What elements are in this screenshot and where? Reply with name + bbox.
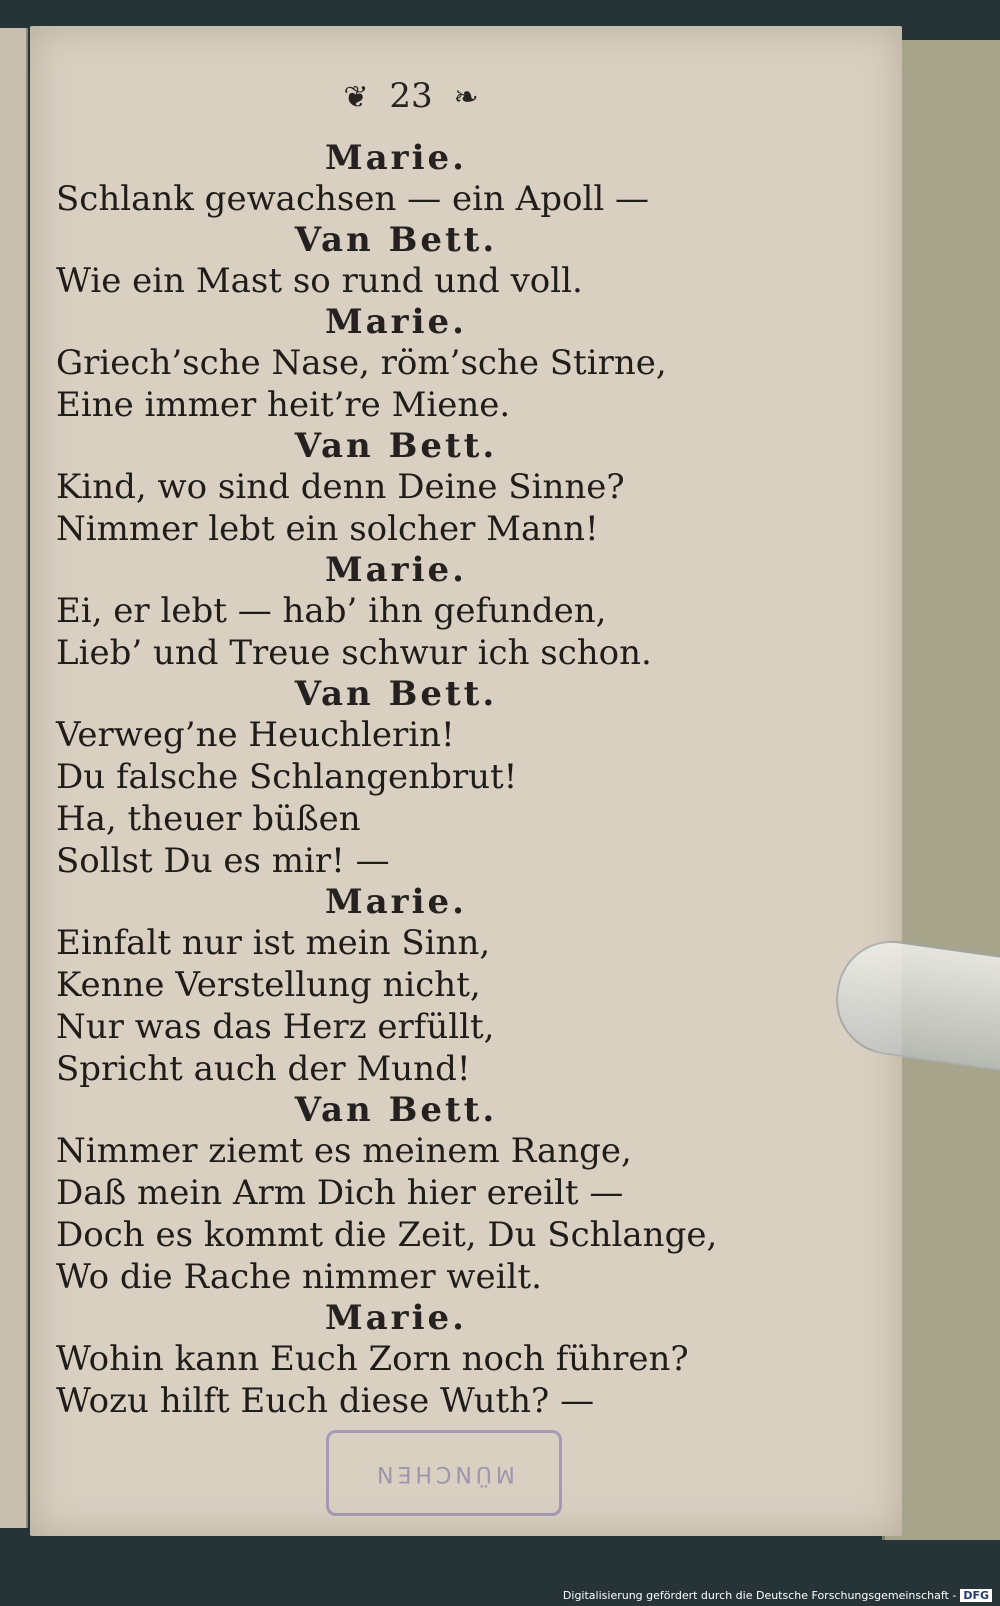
verse-line: Wo die Rache nimmer weilt. xyxy=(56,1257,542,1297)
verse-line: Einfalt nur ist mein Sinn, xyxy=(56,923,491,963)
speaker-name: Marie. xyxy=(325,138,467,178)
verse-line: Doch es kommt die Zeit, Du Schlange, xyxy=(56,1215,718,1255)
speaker-name: Van Bett. xyxy=(294,426,498,466)
footer-credit xyxy=(563,1589,992,1602)
verse-text xyxy=(56,138,718,1422)
verse-line: Ei, er lebt — hab’ ihn gefunden, xyxy=(56,591,607,631)
page-header xyxy=(30,76,902,116)
verse-line: Kind, wo sind denn Deine Sinne? xyxy=(56,467,625,507)
verse-line: Kenne Verstellung nicht, xyxy=(56,965,481,1005)
library-stamp: MÜNCHEN xyxy=(326,1430,562,1516)
verse-line: Spricht auch der Mund! xyxy=(56,1049,471,1089)
speaker-name: Van Bett. xyxy=(294,220,498,260)
speaker-name: Marie. xyxy=(325,882,467,922)
verse-line: Schlank gewachsen — ein Apoll — xyxy=(56,179,650,219)
verse-line: Nimmer ziemt es meinem Range, xyxy=(56,1131,632,1171)
verse-line: Verweg’ne Heuchlerin! xyxy=(56,715,455,755)
verse-line: Daß mein Arm Dich hier ereilt — xyxy=(56,1173,624,1213)
credit-text: Digitalisierung gefördert durch die Deutsche Forschungsgemeinschaft - xyxy=(562,1589,957,1602)
speaker-name: Marie. xyxy=(325,1298,467,1338)
verse-line: Ha, theuer büßen xyxy=(56,799,361,839)
dfg-logo: DFG xyxy=(960,1589,992,1602)
verse-line: Griech’sche Nase, röm’sche Stirne, xyxy=(56,343,667,383)
ornament-right-icon: ❧ xyxy=(453,80,479,115)
verse-line: Nimmer lebt ein solcher Mann! xyxy=(56,509,599,549)
book-page xyxy=(30,26,902,1536)
verse-line: Wozu hilft Euch diese Wuth? — xyxy=(56,1381,595,1421)
verse-line: Wie ein Mast so rund und voll. xyxy=(56,261,583,301)
page-number: 23 xyxy=(389,76,433,116)
verse-line: Eine immer heit’re Miene. xyxy=(56,385,511,425)
speaker-name: Marie. xyxy=(325,302,467,342)
verse-line: Sollst Du es mir! — xyxy=(56,841,390,881)
speaker-name: Van Bett. xyxy=(294,1090,498,1130)
verse-line: Wohin kann Euch Zorn noch führen? xyxy=(56,1339,689,1379)
ornament-left-icon: ❦ xyxy=(343,80,369,115)
speaker-name: Marie. xyxy=(325,550,467,590)
verse-line: Nur was das Herz erfüllt, xyxy=(56,1007,495,1047)
speaker-name: Van Bett. xyxy=(294,674,498,714)
verse-line: Lieb’ und Treue schwur ich schon. xyxy=(56,633,652,673)
previous-page-edge xyxy=(0,28,28,1528)
verse-line: Du falsche Schlangenbrut! xyxy=(56,757,518,797)
